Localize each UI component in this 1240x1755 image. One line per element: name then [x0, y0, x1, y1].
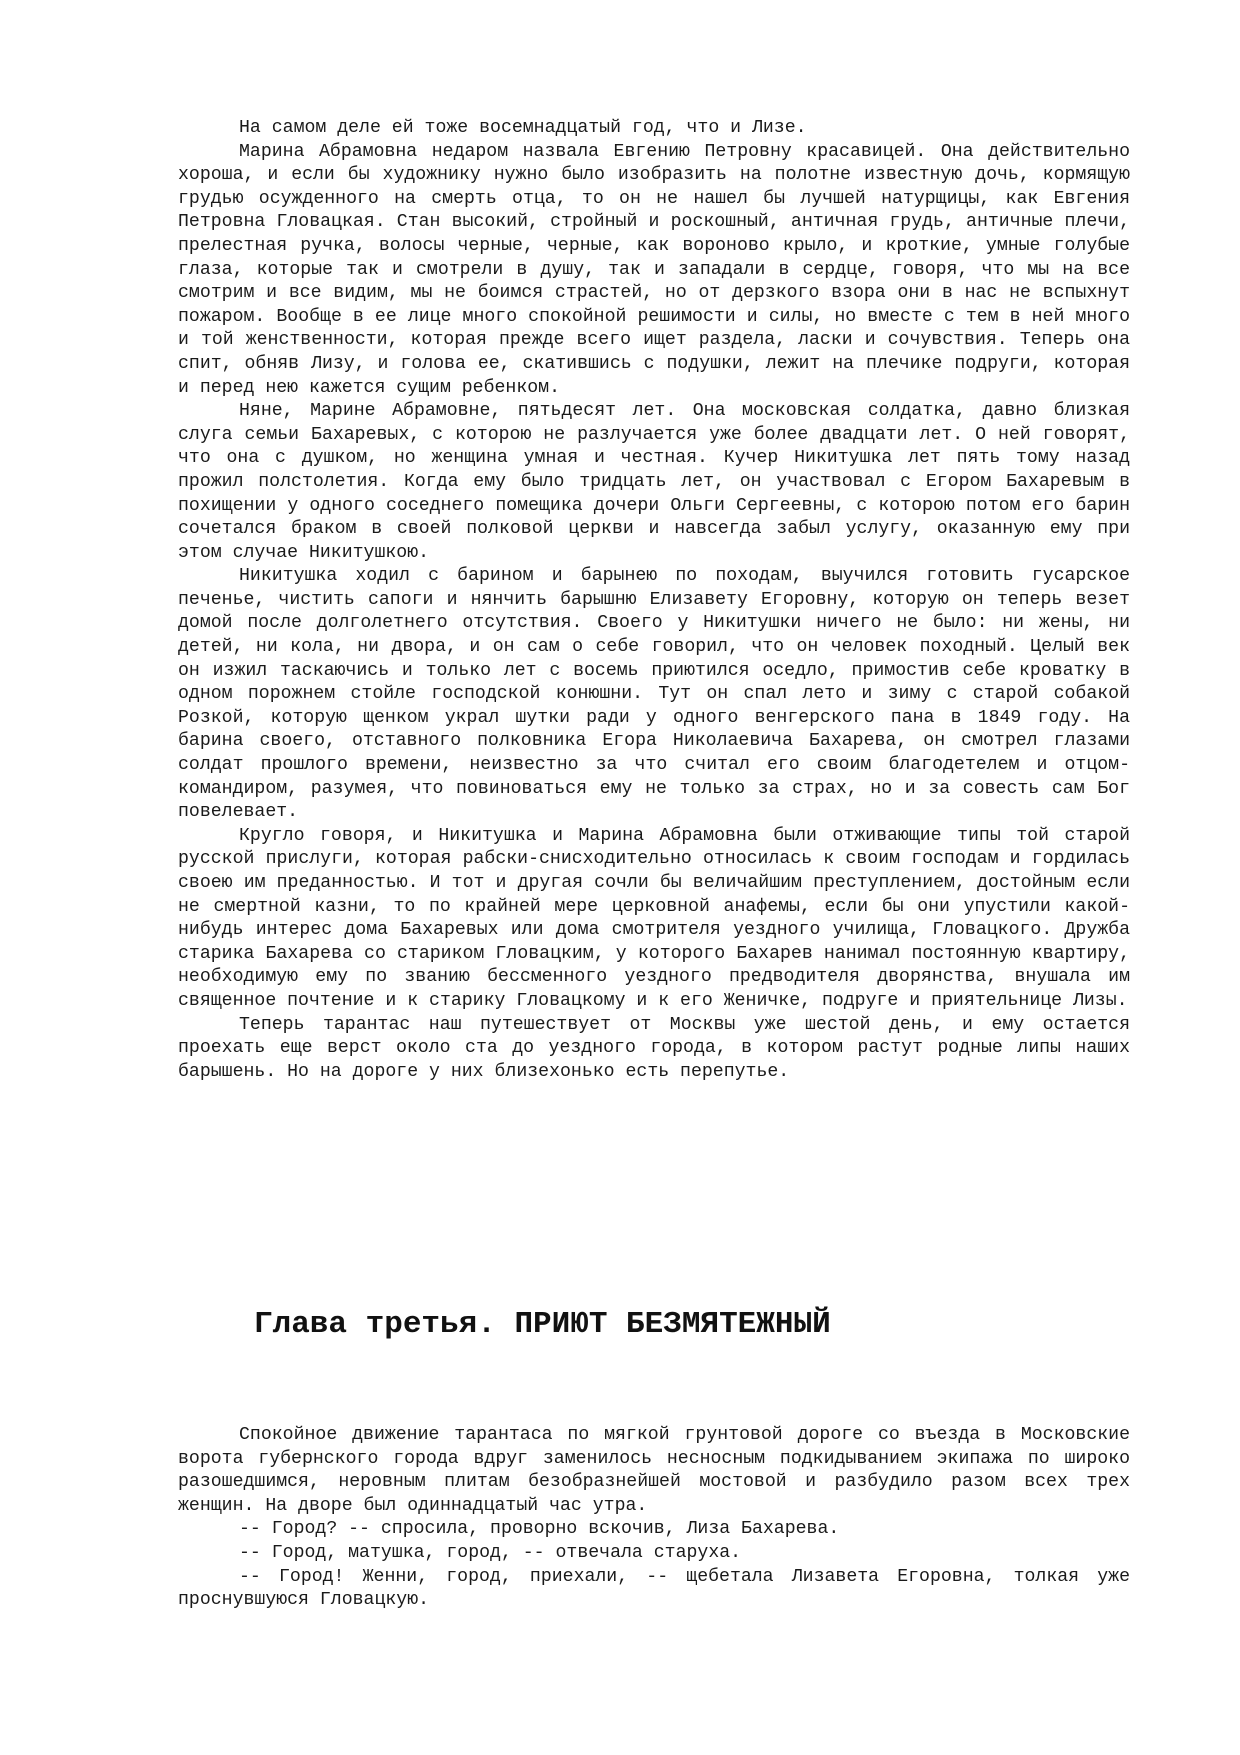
dialogue-line: -- Город! Женни, город, приехали, -- щебетала Лизавета Егоровна, толкая уже проснувшуюся Гловацкую.: [178, 1566, 1130, 1611]
paragraph: Марина Абрамовна недаром назвала Евгению Петровну красавицей. Она действительно хороша, и если бы художнику нужно было изобразить на полотне известную дочь, кормящую грудью осужденного на смерть отца, то он не нашел бы лучшей натурщицы, как Евгения Петровна Гловацкая. Стан высокий, стройный и роскошный, античная грудь, античные плечи, прелестная ручка, волосы черные, черные, как вороново крыло, и кроткие, умные голубые глаза, которые так и смотрели в душу, так и западали в сердце, говоря, что мы на все смотрим и все видим, мы не боимся страстей, но от дерзкого взора они в нас не вспыхнут пожаром. Вообще в ее лице много спокойной решимости и силы, но вместе с тем в ней много и той женственности, которая прежде всего ищет раздела, ласки и сочувствия. Теперь она спит, обняв Лизу, и голова ее, скатившись с подушки, лежит на плечике подруги, которая и перед нею кажется сущим ребенком.: [178, 141, 1130, 398]
paragraph: Никитушка ходил с барином и барынею по походам, выучился готовить гусарское печенье, чистить сапоги и нянчить барышню Елизавету Егоровну, которую он теперь везет домой после долголетнего отсутствия. Своего у Никитушки ничего не было: ни жены, ни детей, ни кола, ни двора, и он сам о себе говорил, что он человек походный. Целый век он изжил таскаючись и только лет с восемь приютился оседло, примостив себе кроватку в одном порожнем стойле господской конюшни. Тут он спал лето и зиму с старой собакой Розкой, которую щенком украл шутки ради у одного венгерского пана в 1849 году. На барина своего, отставного полковника Егора Николаевича Бахарева, он смотрел глазами солдат прошлого времени, неизвестно за что считал его своим благодетелем и отцом-командиром, разумея, что повиноваться ему не только за страх, но и за совесть сам Бог повелевает.: [178, 566, 1130, 823]
paragraph: Теперь тарантас наш путешествует от Москвы уже шестой день, и ему остается проехать еще верст около ста до уездного города, в котором растут родные липы наших барышень. Но на дороге у них близехонько есть перепутье.: [178, 1014, 1130, 1082]
dialogue-line: -- Город, матушка, город, -- отвечала старуха.: [239, 1542, 742, 1563]
dialogue-line: -- Город? -- спросила, проворно вскочив, Лиза Бахарева.: [239, 1519, 840, 1540]
chapter-title: Глава третья. ПРИЮТ БЕЗМЯТЕЖНЫЙ: [254, 1307, 831, 1342]
text-block-bottom: [178, 1424, 1130, 1613]
paragraph: Кругло говоря, и Никитушка и Марина Абрамовна были отживающие типы той старой русской прислуги, которая рабски-снисходительно относилась к своим господам и гордилась своею им преданностью. И тот и другая сочли бы величайшим преступлением, достойным если не смертной казни, то по крайней мере церковной анафемы, если бы они упустили какой-нибудь интерес дома Бахаревых или дома смотрителя уездного училища, Гловацкого. Дружба старика Бахарева со стариком Гловацким, у которого Бахарев нанимал постоянную квартиру, необходимую ему по званию бессменного уездного предводителя дворянства, внушала им священное почтение и к старику Гловацкому и к его Женичке, подруге и приятельнице Лизы.: [178, 825, 1130, 1011]
paragraph: Няне, Марине Абрамовне, пятьдесят лет. Она московская солдатка, давно близкая слуга семьи Бахаревых, с которою не разлучается уже более двадцати лет. О ней говорят, что она с душком, но женщина умная и честная. Кучер Никитушка лет пять тому назад прожил полстолетия. Когда ему было тридцать лет, он участвовал с Егором Бахаревым в похищении у одного соседнего помещика дочери Ольги Сергеевны, с которою потом его барин сочетался браком в своей полковой церкви и навсегда забыл услугу, оказанную ему при этом случае Никитушкою.: [178, 401, 1130, 563]
text-block-top: [178, 117, 1130, 1084]
paragraph: На самом деле ей тоже восемнадцатый год, что и Лизе.: [239, 118, 807, 138]
paragraph: Спокойное движение тарантаса по мягкой грунтовой дороге со въезда в Московские ворота губернского города вдруг заменилось несносным подкидыванием экипажа по широко разошедшимся, неровным плитам безобразнейшей мостовой и разбудило разом всех трех женщин. На дворе был одиннадцатый час утра.: [178, 1425, 1130, 1516]
